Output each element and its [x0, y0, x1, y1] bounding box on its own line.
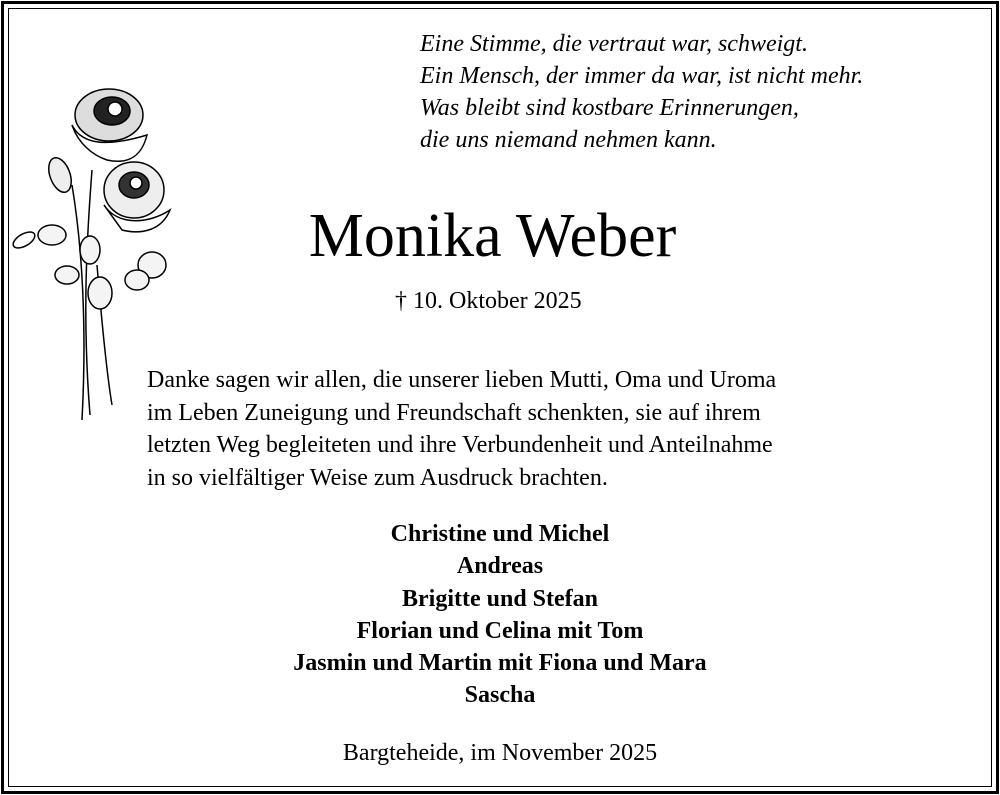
- quote-line: Eine Stimme, die vertraut war, schweigt.: [420, 31, 808, 57]
- memorial-quote: [420, 28, 863, 156]
- mourner: Christine und Michel: [390, 521, 610, 547]
- quote-line: Was bleibt sind kostbare Erinnerungen,: [420, 95, 799, 121]
- thanks-line: im Leben Zuneigung und Freundschaft schenkten, sie auf ihrem: [147, 399, 761, 426]
- death-date: † 10. Oktober 2025: [395, 288, 582, 314]
- deceased-name: Monika Weber: [308, 202, 677, 270]
- place-and-date: Bargteheide, im November 2025: [342, 740, 658, 766]
- quote-line: Ein Mensch, der immer da war, ist nicht mehr.: [420, 63, 864, 89]
- mourner: Andreas: [456, 553, 544, 580]
- mourner: Brigitte und Stefan: [401, 585, 598, 612]
- thanks-line: Danke sagen wir allen, die unserer lieben Mutti, Oma und Uroma: [147, 367, 777, 393]
- mourner: Jasmin und Martin mit Fiona und Mara: [293, 650, 707, 677]
- mourner: Sascha: [464, 682, 536, 709]
- quote-line: die uns niemand nehmen kann.: [420, 127, 717, 153]
- mourner: Florian und Celina mit Tom: [356, 617, 644, 644]
- mourners-list: [0, 518, 1000, 712]
- thanks-line: letzten Weg begleiteten und ihre Verbundenheit und Anteilnahme: [147, 432, 773, 458]
- thanks-line: in so vielfältiger Weise zum Ausdruck brachten.: [147, 464, 608, 491]
- thanks-paragraph: [147, 364, 776, 494]
